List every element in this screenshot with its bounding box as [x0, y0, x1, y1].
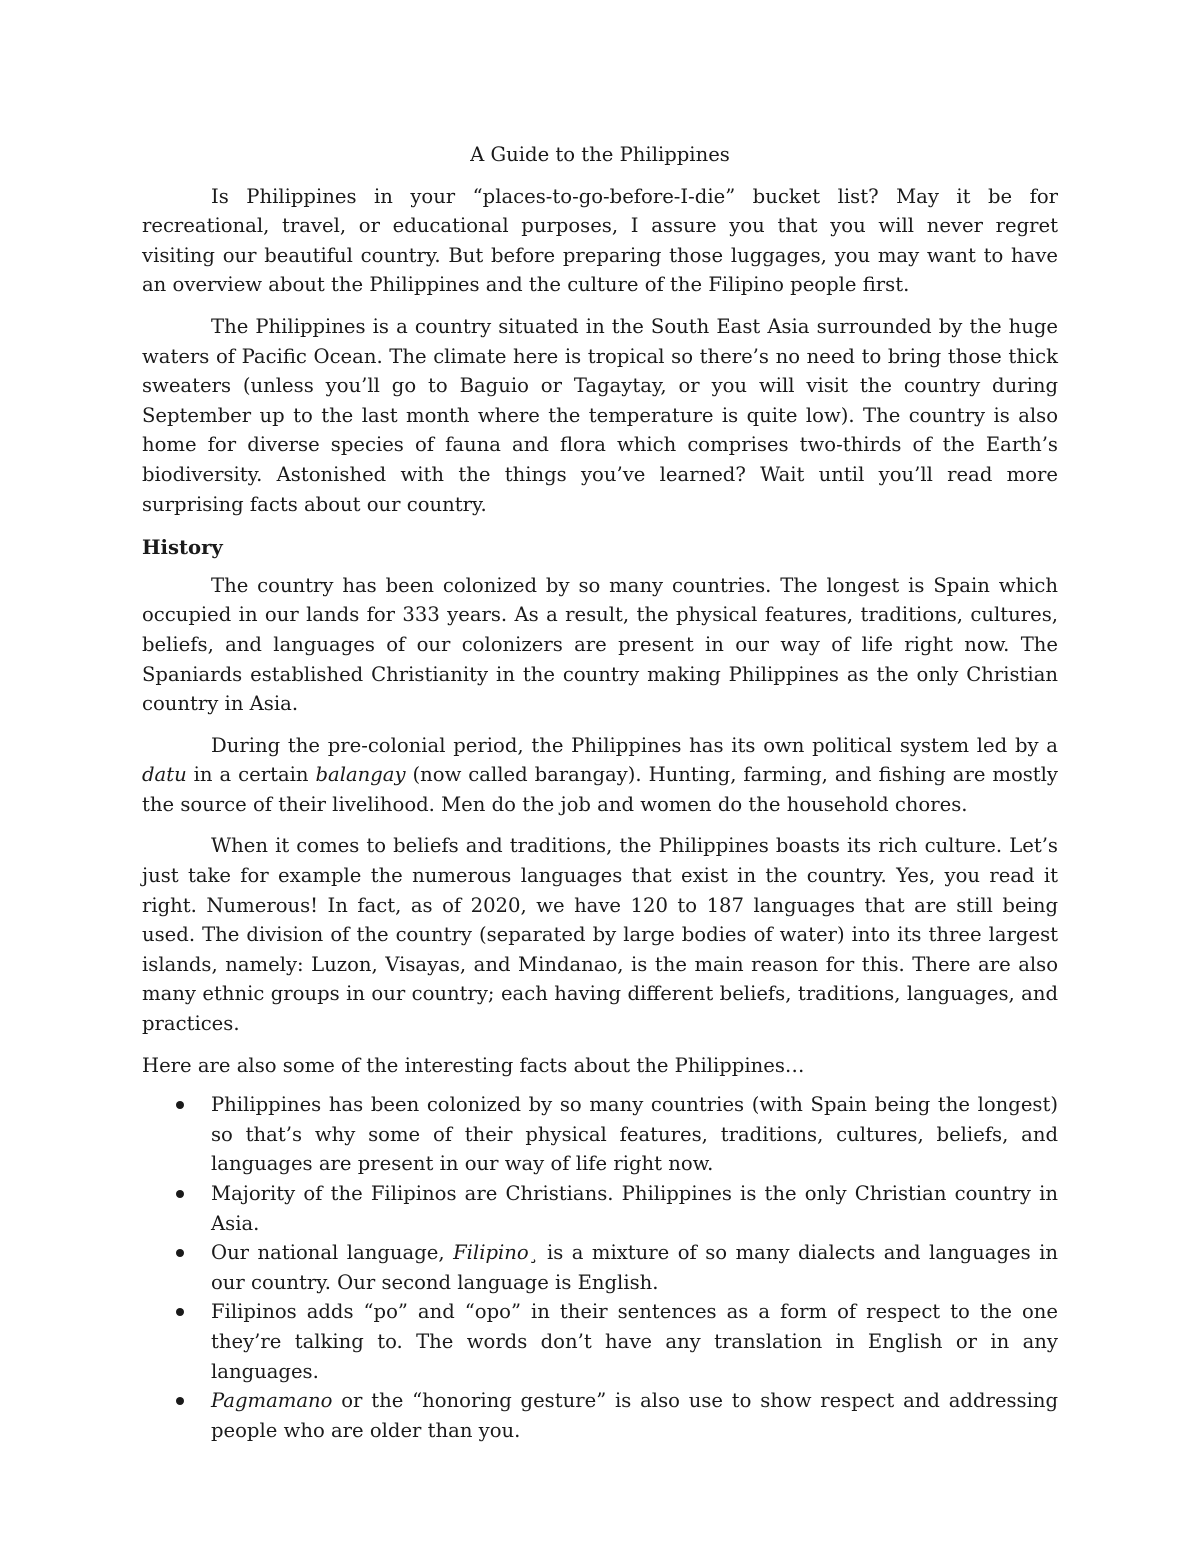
fact-item-3-text-b: is a mixture of so many dialects and languages in our country. Our second language is English. [211, 1241, 1059, 1294]
bullet-icon [176, 1190, 184, 1198]
term-pagmamano: Pagmamano [211, 1389, 333, 1413]
fact-item-3-text-a: Our national language, [211, 1241, 454, 1265]
facts-list [142, 1090, 1058, 1445]
bullet-icon [176, 1397, 184, 1405]
history-paragraph-1: The country has been colonized by so many countries. The longest is Spain which occupied in our lands for 333 years. As a result, the physical features, traditions, cultures, beliefs, and languages of our colonizers are present in our way of life right now. The Spaniards established Christianity in the country making Philippines as the only Christian country in Asia. [142, 573, 1058, 716]
document-page [142, 140, 1058, 1445]
fact-item-5 [142, 1386, 1058, 1445]
fact-item-5-text: or the “honoring gesture” is also use to show respect and addressing people who are older than you. [211, 1389, 1058, 1442]
bullet-icon [176, 1249, 184, 1257]
bullet-icon [176, 1101, 184, 1109]
history-p2-text-b: in a certain [186, 763, 316, 787]
history-paragraph-3: When it comes to beliefs and traditions, the Philippines boasts its rich culture. Let’s just take for example the numerous languages that exist in the country. Yes, you read it right. Numerous! In fact, as of 2020, we have 120 to 187 languages that are still being used. The division of the country (separated by large bodies of water) into its three largest islands, namely: Luzon, Visayas, and Mindanao, is the main reason for this. There are also many ethnic groups in our country; each having different beliefs, traditions, languages, and practices. [142, 834, 1058, 1036]
history-paragraph-2 [142, 731, 1058, 820]
fact-item-1-text: Philippines has been colonized by so many countries (with Spain being the longest) so that’s why some of their physical features, traditions, cultures, beliefs, and languages are present in our way of life right now. [211, 1093, 1058, 1176]
history-p2-text-c: (now called barangay). Hunting, farming, and fishing are mostly the source of their livelihood. Men do the job and women do the household chores. [142, 763, 1059, 816]
fact-item-1 [142, 1090, 1058, 1179]
term-filipino: Filipino¸ [453, 1241, 539, 1265]
fact-item-4 [142, 1297, 1058, 1386]
fact-item-2-text: Majority of the Filipinos are Christians. Philippines is the only Christian country in Asia. [211, 1182, 1058, 1235]
facts-intro: Here are also some of the interesting facts about the Philippines… [142, 1053, 805, 1077]
history-p2-text-a: During the pre-colonial period, the Philippines has its own political system led by a [211, 733, 1058, 757]
history-heading: History [142, 536, 223, 560]
fact-item-3 [142, 1238, 1058, 1297]
intro-paragraph-2: The Philippines is a country situated in the South East Asia surrounded by the huge waters of Pacific Ocean. The climate here is tropical so there’s no need to bring those thick sweaters (unless you’ll go to Baguio or Tagaytay, or you will visit the country during September up to the last month where the temperature is quite low). The country is also home for diverse species of fauna and flora which comprises two-thirds of the Earth’s biodiversity. Astonished with the things you’ve learned? Wait until you’ll read more surprising facts about our country. [142, 314, 1058, 516]
bullet-icon [176, 1308, 184, 1316]
intro-paragraph-1: Is Philippines in your “places-to-go-before-I-die” bucket list? May it be for recreational, travel, or educational purposes, I assure you that you will never regret visiting our beautiful country. But before preparing those luggages, you may want to have an overview about the Philippines and the culture of the Filipino people first. [142, 184, 1058, 297]
term-datu: datu [142, 763, 187, 787]
fact-item-4-text: Filipinos adds “po” and “opo” in their sentences as a form of respect to the one they’re talking to. The words don’t have any translation in English or in any languages. [211, 1300, 1058, 1383]
fact-item-2 [142, 1179, 1058, 1238]
document-title: A Guide to the Philippines [470, 143, 730, 166]
term-balangay: balangay [315, 763, 406, 787]
